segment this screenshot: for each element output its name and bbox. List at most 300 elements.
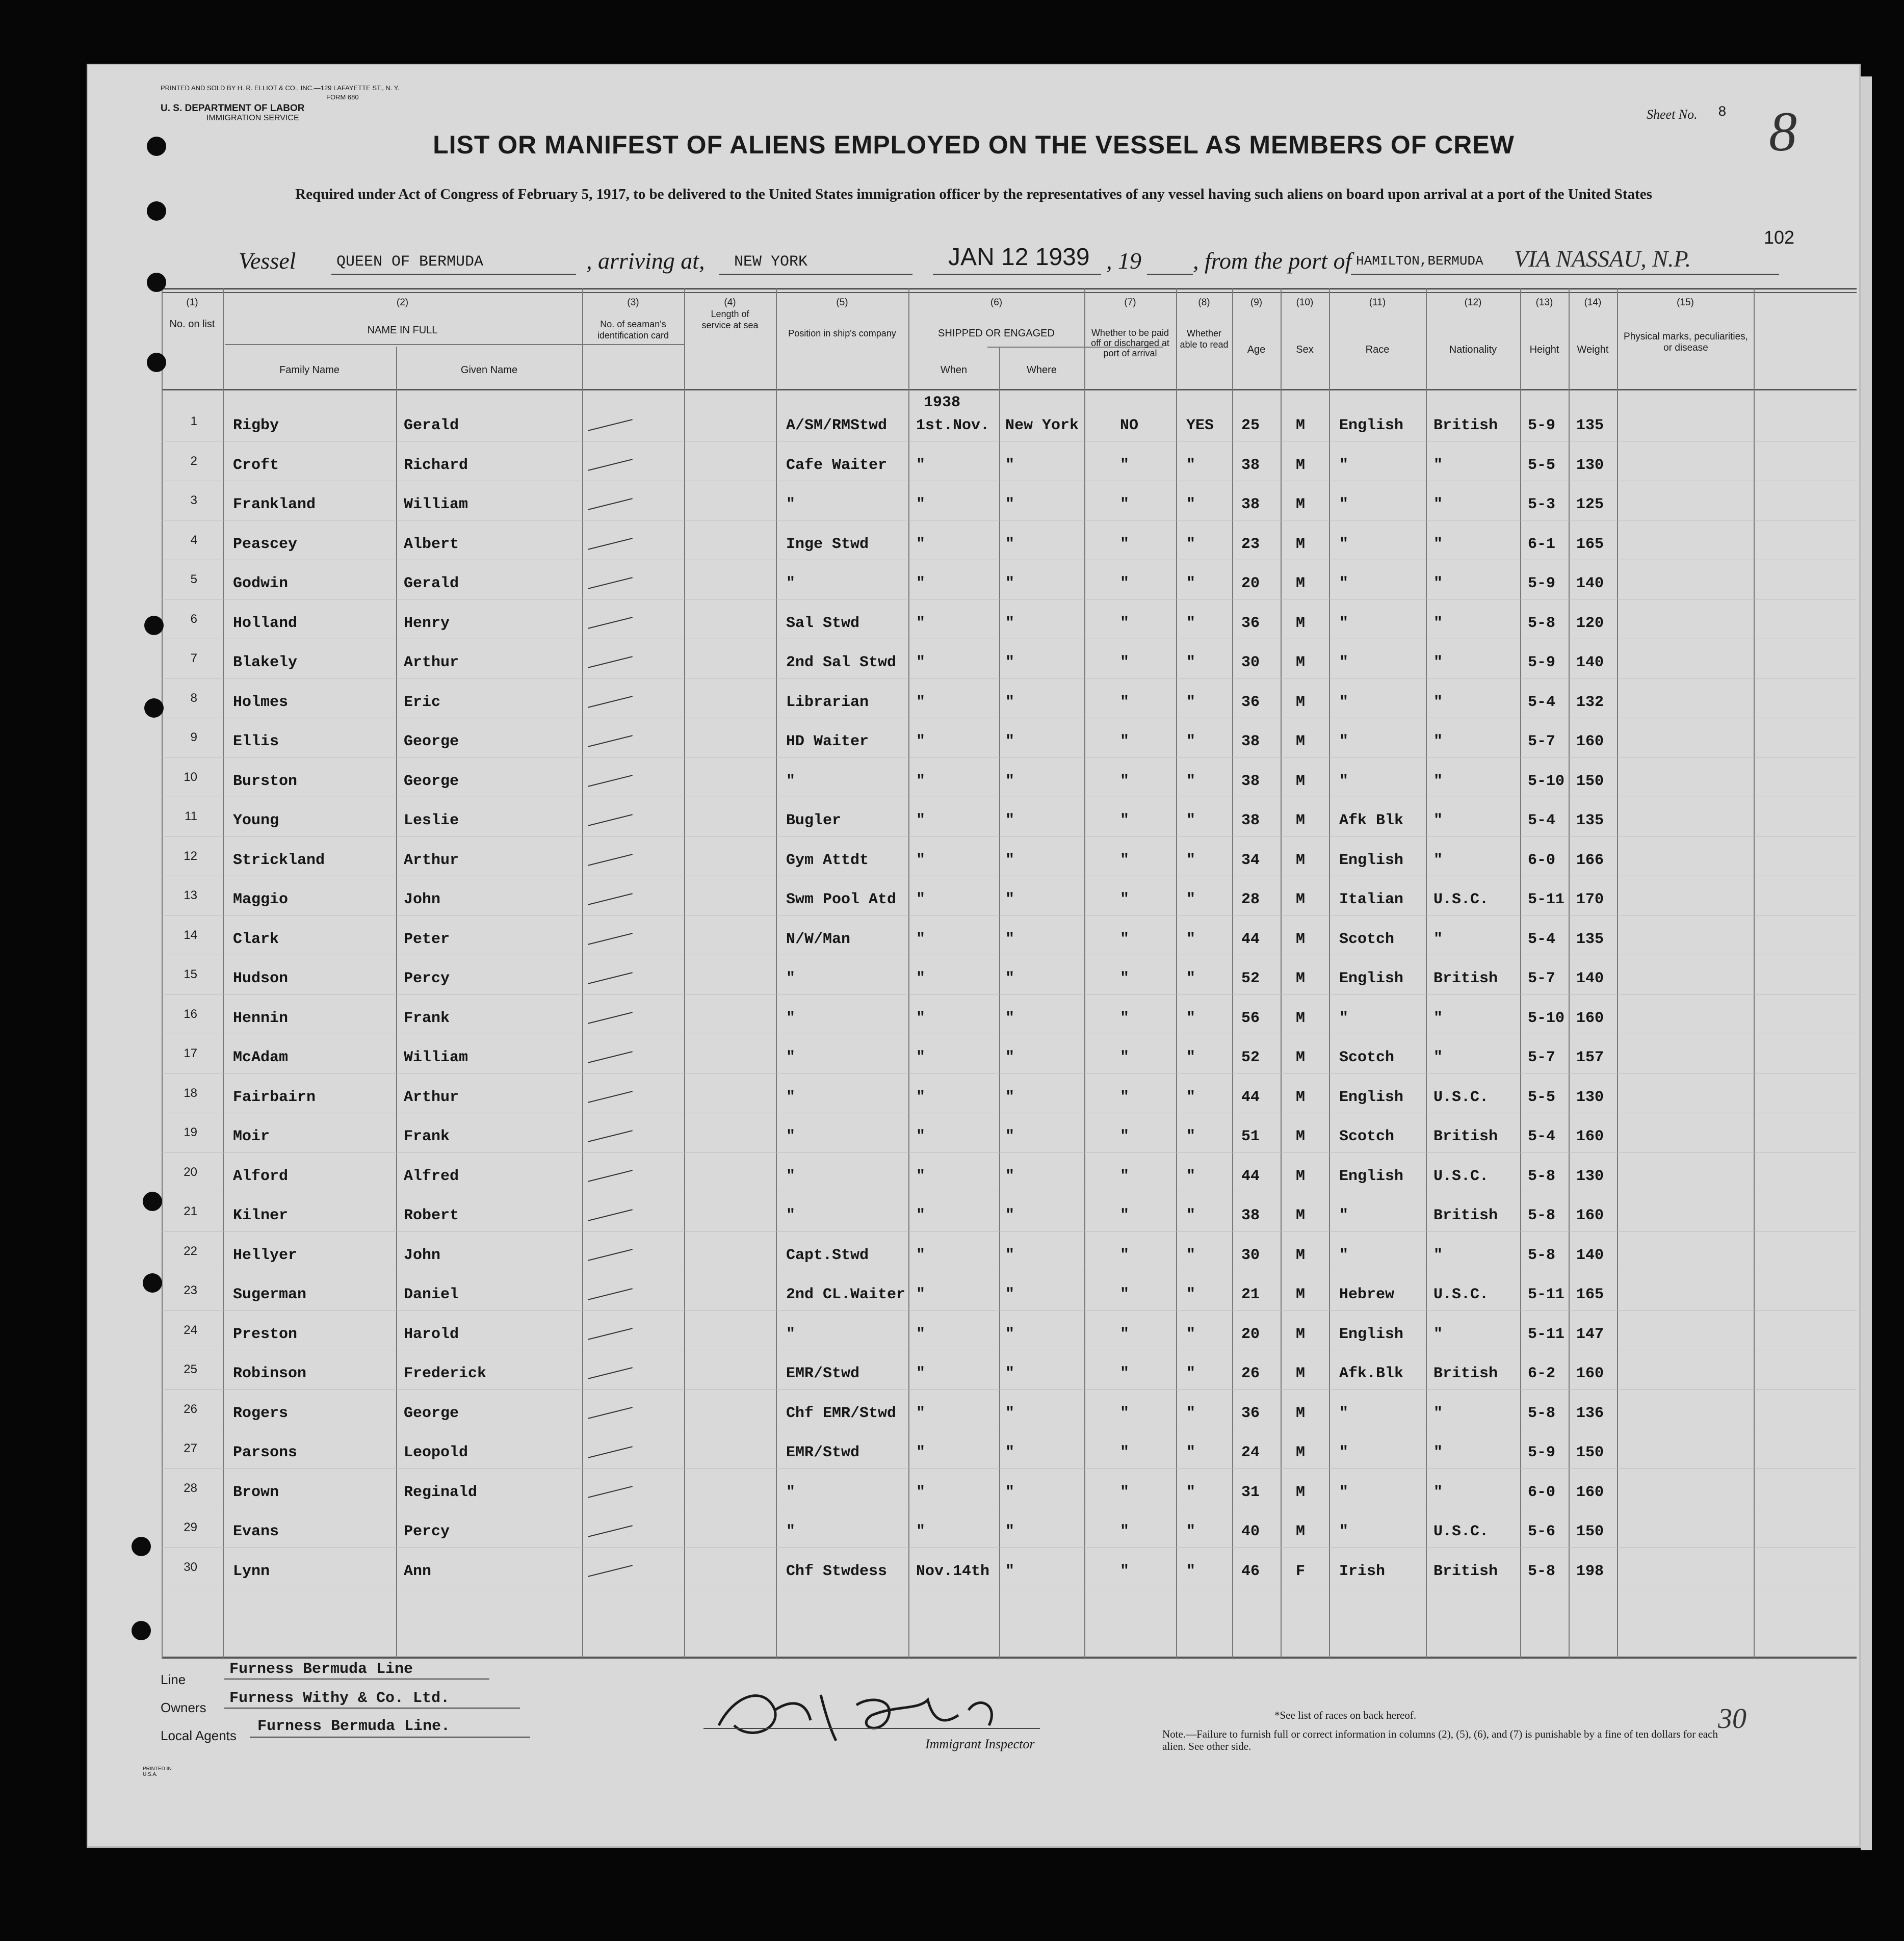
vessel-name: QUEEN OF BERMUDA bbox=[336, 253, 484, 271]
paid-off-cell: " bbox=[1120, 1207, 1130, 1224]
age-cell: 52 bbox=[1241, 1049, 1260, 1066]
nationality-cell: " bbox=[1433, 614, 1443, 632]
able-to-read-cell: " bbox=[1186, 772, 1196, 790]
weight-cell: 160 bbox=[1576, 1128, 1604, 1145]
height-cell: 5-10 bbox=[1528, 772, 1565, 790]
race-cell: " bbox=[1339, 733, 1349, 750]
shipped-when-cell: " bbox=[916, 1207, 926, 1224]
shipped-where-cell: " bbox=[1005, 1128, 1015, 1145]
height-cell: 5-8 bbox=[1528, 1246, 1556, 1264]
race-cell: " bbox=[1339, 772, 1349, 790]
position-cell: Chf EMR/Stwd bbox=[786, 1404, 897, 1422]
paid-off-cell: " bbox=[1120, 1444, 1130, 1461]
nationality-cell: " bbox=[1433, 772, 1443, 790]
position-cell: " bbox=[786, 1325, 796, 1343]
check-mark bbox=[588, 577, 633, 589]
line-value: Furness Bermuda Line bbox=[229, 1661, 413, 1678]
family-name-cell: Young bbox=[233, 812, 279, 829]
able-to-read-cell: " bbox=[1186, 1286, 1196, 1303]
nationality-cell: U.S.C. bbox=[1433, 1088, 1489, 1106]
age-cell: 36 bbox=[1241, 693, 1260, 711]
family-name-cell: Maggio bbox=[233, 891, 289, 908]
shipped-when-cell: " bbox=[916, 496, 926, 513]
able-to-read-cell: " bbox=[1186, 1009, 1196, 1027]
able-to-read-cell: " bbox=[1186, 535, 1196, 553]
position-cell: " bbox=[786, 970, 796, 987]
position-cell: Chf Stwdess bbox=[786, 1562, 888, 1580]
given-name-cell: William bbox=[404, 1049, 468, 1066]
check-mark bbox=[588, 1328, 633, 1340]
check-mark bbox=[588, 972, 633, 984]
age-cell: 46 bbox=[1241, 1562, 1260, 1580]
weight-cell: 135 bbox=[1576, 930, 1604, 948]
punch-hole bbox=[144, 616, 164, 635]
paid-off-cell: " bbox=[1120, 1088, 1130, 1106]
race-cell: " bbox=[1339, 1523, 1349, 1540]
race-cell: " bbox=[1339, 1246, 1349, 1264]
given-name-cell: Percy bbox=[404, 970, 450, 987]
race-cell: English bbox=[1339, 970, 1404, 987]
family-name-cell: Godwin bbox=[233, 575, 289, 592]
weight-cell: 140 bbox=[1576, 970, 1604, 987]
shipped-when-cell: " bbox=[916, 891, 926, 908]
shipped-when-cell: " bbox=[916, 851, 926, 869]
weight-cell: 160 bbox=[1576, 1207, 1604, 1224]
manifest-sheet bbox=[87, 64, 1861, 1848]
weight-cell: 165 bbox=[1576, 1286, 1604, 1303]
family-name-cell: Ellis bbox=[233, 733, 279, 750]
height-cell: 5-11 bbox=[1528, 891, 1565, 908]
sex-cell: M bbox=[1296, 1009, 1306, 1027]
sex-cell: M bbox=[1296, 851, 1306, 869]
arriving-label: , arriving at, bbox=[586, 248, 705, 274]
age-cell: 21 bbox=[1241, 1286, 1260, 1303]
family-name-cell: Moir bbox=[233, 1128, 270, 1145]
age-cell: 38 bbox=[1241, 812, 1260, 829]
race-cell: English bbox=[1339, 851, 1404, 869]
punch-hole bbox=[132, 1537, 151, 1556]
age-cell: 23 bbox=[1241, 535, 1260, 553]
family-name-cell: Frankland bbox=[233, 496, 316, 513]
sex-cell: M bbox=[1296, 1404, 1306, 1422]
check-mark bbox=[588, 854, 633, 866]
family-name-cell: Kilner bbox=[233, 1207, 289, 1224]
header-paid-off: Whether to be paid off or discharged at port of arrival bbox=[1091, 328, 1169, 358]
family-name-cell: Alford bbox=[233, 1167, 289, 1185]
row-number: 8 bbox=[190, 691, 197, 705]
check-mark bbox=[588, 656, 633, 668]
shipped-where-cell: " bbox=[1005, 891, 1015, 908]
header-given-name: Given Name bbox=[460, 364, 518, 376]
family-name-cell: Blakely bbox=[233, 654, 298, 671]
paid-off-cell: " bbox=[1120, 535, 1130, 553]
nationality-cell: British bbox=[1433, 1128, 1498, 1145]
row-number: 18 bbox=[184, 1086, 197, 1100]
row-number: 21 bbox=[184, 1204, 197, 1218]
race-cell: " bbox=[1339, 654, 1349, 671]
given-name-cell: Peter bbox=[404, 930, 450, 948]
from-port: HAMILTON,BERMUDA bbox=[1356, 253, 1483, 269]
race-cell: " bbox=[1339, 1444, 1349, 1461]
page-number: 102 bbox=[1764, 227, 1795, 248]
position-cell: A/SM/RMStwd bbox=[786, 417, 888, 434]
age-cell: 36 bbox=[1241, 1404, 1260, 1422]
paid-off-cell: " bbox=[1120, 733, 1130, 750]
col-num-1: (1) bbox=[186, 297, 198, 308]
position-cell: " bbox=[786, 1049, 796, 1066]
able-to-read-cell: " bbox=[1186, 1049, 1196, 1066]
position-cell: N/W/Man bbox=[786, 930, 851, 948]
family-name-cell: Robinson bbox=[233, 1365, 307, 1382]
given-name-cell: John bbox=[404, 1246, 441, 1264]
race-cell: English bbox=[1339, 1088, 1404, 1106]
shipped-when-cell: " bbox=[916, 1444, 926, 1461]
given-name-cell: Gerald bbox=[404, 575, 459, 592]
height-cell: 6-0 bbox=[1528, 1483, 1556, 1501]
height-cell: 5-5 bbox=[1528, 456, 1556, 474]
paid-off-cell: " bbox=[1120, 1483, 1130, 1501]
row-number: 28 bbox=[184, 1481, 197, 1495]
family-name-cell: Preston bbox=[233, 1325, 298, 1343]
check-mark bbox=[588, 1051, 633, 1063]
year-label: , 19 bbox=[1106, 248, 1141, 274]
header-no-on-list: No. on list bbox=[169, 319, 215, 330]
able-to-read-cell: " bbox=[1186, 733, 1196, 750]
shipped-where-cell: " bbox=[1005, 456, 1015, 474]
shipped-when-cell: " bbox=[916, 535, 926, 553]
row-number: 2 bbox=[190, 454, 197, 468]
row-number: 27 bbox=[184, 1441, 197, 1455]
height-cell: 5-8 bbox=[1528, 1167, 1556, 1185]
height-cell: 5-4 bbox=[1528, 693, 1556, 711]
nationality-cell: U.S.C. bbox=[1433, 1523, 1489, 1540]
able-to-read-cell: " bbox=[1186, 1246, 1196, 1264]
col-num-11: (11) bbox=[1369, 297, 1386, 308]
family-name-cell: Burston bbox=[233, 772, 298, 790]
owners-label: Owners bbox=[161, 1700, 206, 1715]
shipped-when-cell: " bbox=[916, 930, 926, 948]
given-name-cell: Arthur bbox=[404, 654, 459, 671]
position-cell: " bbox=[786, 1009, 796, 1027]
row-number: 16 bbox=[184, 1007, 197, 1021]
punch-hole bbox=[132, 1621, 151, 1640]
shipped-where-cell: " bbox=[1005, 1167, 1015, 1185]
position-cell: Gym Attdt bbox=[786, 851, 869, 869]
weight-cell: 198 bbox=[1576, 1562, 1604, 1580]
row-number: 24 bbox=[184, 1323, 197, 1337]
race-cell: Afk.Blk bbox=[1339, 1365, 1404, 1382]
race-cell: Hebrew bbox=[1339, 1286, 1395, 1303]
paid-off-cell: " bbox=[1120, 1365, 1130, 1382]
height-cell: 5-11 bbox=[1528, 1286, 1565, 1303]
position-cell: 2nd CL.Waiter bbox=[786, 1286, 906, 1303]
row-number: 3 bbox=[190, 493, 197, 507]
crew-table bbox=[162, 288, 1857, 1659]
age-cell: 56 bbox=[1241, 1009, 1260, 1027]
page-title: LIST OR MANIFEST OF ALIENS EMPLOYED ON THE VESSEL AS MEMBERS OF CREW bbox=[433, 130, 1515, 159]
shipped-where-cell: " bbox=[1005, 1562, 1015, 1580]
position-cell: Cafe Waiter bbox=[786, 456, 888, 474]
vessel-label: Vessel bbox=[239, 248, 296, 274]
sex-cell: M bbox=[1296, 456, 1306, 474]
shipped-when-cell: " bbox=[916, 1365, 926, 1382]
sheet-number-label: Sheet No. bbox=[1647, 107, 1698, 122]
weight-cell: 130 bbox=[1576, 1167, 1604, 1185]
able-to-read-cell: " bbox=[1186, 1325, 1196, 1343]
nationality-cell: " bbox=[1433, 812, 1443, 829]
nationality-cell: " bbox=[1433, 693, 1443, 711]
able-to-read-cell: " bbox=[1186, 654, 1196, 671]
punch-hole bbox=[147, 273, 166, 292]
height-cell: 5-9 bbox=[1528, 575, 1556, 592]
able-to-read-cell: " bbox=[1186, 1483, 1196, 1501]
age-cell: 44 bbox=[1241, 930, 1260, 948]
race-cell: " bbox=[1339, 614, 1349, 632]
row-number: 6 bbox=[190, 612, 197, 626]
able-to-read-cell: " bbox=[1186, 456, 1196, 474]
paid-off-cell: " bbox=[1120, 614, 1130, 632]
age-cell: 20 bbox=[1241, 575, 1260, 592]
weight-cell: 147 bbox=[1576, 1325, 1604, 1343]
weight-cell: 160 bbox=[1576, 733, 1604, 750]
position-cell: HD Waiter bbox=[786, 733, 869, 750]
height-cell: 5-8 bbox=[1528, 1404, 1556, 1422]
race-cell: English bbox=[1339, 417, 1404, 434]
age-cell: 20 bbox=[1241, 1325, 1260, 1343]
page-subtitle: Required under Act of Congress of February 5, 1917, to be delivered to the United States immigration officer by the representatives of any vessel having such aliens on board upon arrival at a port of the United States bbox=[295, 186, 1652, 202]
shipped-when-cell: " bbox=[916, 1286, 926, 1303]
sex-cell: M bbox=[1296, 891, 1306, 908]
check-mark bbox=[588, 1486, 633, 1498]
race-cell: " bbox=[1339, 575, 1349, 592]
sex-cell: M bbox=[1296, 1286, 1306, 1303]
given-name-cell: Gerald bbox=[404, 417, 459, 434]
race-cell: English bbox=[1339, 1167, 1404, 1185]
nationality-cell: British bbox=[1433, 970, 1498, 987]
given-name-cell: George bbox=[404, 733, 459, 750]
row-number: 22 bbox=[184, 1244, 197, 1258]
arrival-date-stamp: JAN 12 1939 bbox=[948, 244, 1090, 271]
punch-hole bbox=[143, 1273, 162, 1293]
paid-off-cell: " bbox=[1120, 891, 1130, 908]
paid-off-cell: " bbox=[1120, 575, 1130, 592]
shipped-where-cell: " bbox=[1005, 1009, 1015, 1027]
given-name-cell: Albert bbox=[404, 535, 459, 553]
position-cell: " bbox=[786, 1167, 796, 1185]
header-height: Height bbox=[1529, 344, 1559, 355]
row-number: 26 bbox=[184, 1402, 197, 1416]
shipped-when-cell: " bbox=[916, 733, 926, 750]
races-note: *See list of races on back hereof. bbox=[1274, 1709, 1417, 1721]
sex-cell: M bbox=[1296, 970, 1306, 987]
check-mark bbox=[588, 1525, 633, 1537]
able-to-read-cell: " bbox=[1186, 891, 1196, 908]
nationality-cell: " bbox=[1433, 535, 1443, 553]
col-num-3: (3) bbox=[627, 297, 639, 308]
age-cell: 38 bbox=[1241, 1207, 1260, 1224]
race-cell: Scotch bbox=[1339, 1128, 1395, 1145]
paid-off-cell: " bbox=[1120, 1049, 1130, 1066]
age-cell: 52 bbox=[1241, 970, 1260, 987]
punch-hole bbox=[143, 1192, 162, 1211]
col-num-8: (8) bbox=[1198, 297, 1210, 308]
paid-off-cell: " bbox=[1120, 1167, 1130, 1185]
height-cell: 5-8 bbox=[1528, 1562, 1556, 1580]
given-name-cell: Alfred bbox=[404, 1167, 459, 1185]
race-cell: " bbox=[1339, 693, 1349, 711]
arriving-port: NEW YORK bbox=[734, 253, 808, 271]
able-to-read-cell: " bbox=[1186, 575, 1196, 592]
header-seaman-card: No. of seaman's identification card bbox=[597, 319, 669, 340]
height-cell: 5-4 bbox=[1528, 930, 1556, 948]
check-mark bbox=[588, 1130, 633, 1142]
weight-cell: 140 bbox=[1576, 1246, 1604, 1264]
height-cell: 5-5 bbox=[1528, 1088, 1556, 1106]
able-to-read-cell: " bbox=[1186, 1167, 1196, 1185]
height-cell: 5-11 bbox=[1528, 1325, 1565, 1343]
check-mark bbox=[588, 617, 633, 629]
sex-cell: M bbox=[1296, 535, 1306, 553]
family-name-cell: Rogers bbox=[233, 1404, 289, 1422]
agents-value: Furness Bermuda Line. bbox=[257, 1718, 451, 1735]
nationality-cell: " bbox=[1433, 575, 1443, 592]
punch-hole bbox=[147, 353, 166, 372]
position-cell: " bbox=[786, 1483, 796, 1501]
age-cell: 44 bbox=[1241, 1088, 1260, 1106]
able-to-read-cell: " bbox=[1186, 496, 1196, 513]
shipped-when-cell: " bbox=[916, 614, 926, 632]
family-name-cell: Strickland bbox=[233, 851, 325, 869]
check-mark bbox=[588, 459, 633, 471]
race-cell: " bbox=[1339, 1404, 1349, 1422]
given-name-cell: Daniel bbox=[404, 1286, 459, 1303]
able-to-read-cell: " bbox=[1186, 1088, 1196, 1106]
header-able-to-read: Whether able to read bbox=[1180, 328, 1229, 350]
able-to-read-cell: " bbox=[1186, 1562, 1196, 1580]
row-number: 13 bbox=[184, 888, 197, 902]
sex-cell: M bbox=[1296, 1483, 1306, 1501]
shipped-where-cell: " bbox=[1005, 1088, 1015, 1106]
col-num-14: (14) bbox=[1584, 297, 1602, 308]
shipped-when-cell: " bbox=[916, 970, 926, 987]
header-weight: Weight bbox=[1577, 344, 1609, 355]
row-number: 11 bbox=[185, 809, 197, 823]
family-name-cell: Clark bbox=[233, 930, 279, 948]
row-number: 14 bbox=[184, 928, 197, 942]
family-name-cell: Parsons bbox=[233, 1444, 298, 1461]
header-family-name: Family Name bbox=[279, 364, 340, 376]
nationality-cell: British bbox=[1433, 1562, 1498, 1580]
nationality-cell: U.S.C. bbox=[1433, 1286, 1489, 1303]
able-to-read-cell: " bbox=[1186, 1444, 1196, 1461]
age-cell: 38 bbox=[1241, 496, 1260, 513]
line-label: Line bbox=[161, 1672, 186, 1687]
age-cell: 26 bbox=[1241, 1365, 1260, 1382]
given-name-cell: Leslie bbox=[404, 812, 459, 829]
given-name-cell: Harold bbox=[404, 1325, 459, 1343]
nationality-cell: British bbox=[1433, 417, 1498, 434]
height-cell: 5-9 bbox=[1528, 417, 1556, 434]
nationality-cell: " bbox=[1433, 1325, 1443, 1343]
check-mark bbox=[588, 1367, 633, 1379]
position-cell: Swm Pool Atd bbox=[786, 891, 897, 908]
weight-cell: 136 bbox=[1576, 1404, 1604, 1422]
position-cell: " bbox=[786, 575, 796, 592]
col-num-15: (15) bbox=[1677, 297, 1694, 308]
weight-cell: 130 bbox=[1576, 1088, 1604, 1106]
given-name-cell: Robert bbox=[404, 1207, 459, 1224]
row-number: 20 bbox=[184, 1165, 197, 1179]
sex-cell: F bbox=[1296, 1562, 1306, 1580]
shipped-where-cell: " bbox=[1005, 1365, 1015, 1382]
nationality-cell: " bbox=[1433, 930, 1443, 948]
nationality-cell: " bbox=[1433, 1404, 1443, 1422]
shipped-where-cell: " bbox=[1005, 1049, 1015, 1066]
sex-cell: M bbox=[1296, 575, 1306, 592]
age-cell: 28 bbox=[1241, 891, 1260, 908]
able-to-read-cell: " bbox=[1186, 851, 1196, 869]
shipped-when-cell: " bbox=[916, 575, 926, 592]
given-name-cell: Richard bbox=[404, 456, 468, 474]
family-name-cell: Fairbairn bbox=[233, 1088, 316, 1106]
position-cell: " bbox=[786, 496, 796, 513]
row-number: 17 bbox=[184, 1046, 197, 1060]
given-name-cell: George bbox=[404, 1404, 459, 1422]
row-number: 30 bbox=[184, 1560, 197, 1574]
col-num-9: (9) bbox=[1250, 297, 1263, 308]
position-cell: " bbox=[786, 772, 796, 790]
paid-off-cell: " bbox=[1120, 851, 1130, 869]
able-to-read-cell: " bbox=[1186, 1128, 1196, 1145]
header-age: Age bbox=[1247, 344, 1266, 355]
shipped-when-cell: " bbox=[916, 1483, 926, 1501]
position-cell: 2nd Sal Stwd bbox=[786, 654, 897, 671]
sex-cell: M bbox=[1296, 1207, 1306, 1224]
check-mark bbox=[588, 1170, 633, 1182]
paid-off-cell: " bbox=[1120, 1128, 1130, 1145]
form-number: FORM 680 bbox=[326, 93, 359, 101]
penalty-note: Note.—Failure to furnish full or correct information in columns (2), (5), (6), and (7) is punishable by a fine of ten dollars for each alien. See other side. bbox=[1162, 1728, 1718, 1752]
shipped-where-cell: New York bbox=[1005, 417, 1079, 434]
check-mark bbox=[588, 1091, 633, 1103]
header-name-in-full: NAME IN FULL bbox=[367, 325, 438, 336]
given-name-cell: Frank bbox=[404, 1128, 450, 1145]
shipped-when-cell: " bbox=[916, 812, 926, 829]
given-name-cell: Arthur bbox=[404, 1088, 459, 1106]
paid-off-cell: " bbox=[1120, 970, 1130, 987]
family-name-cell: Peascey bbox=[233, 535, 298, 553]
shipped-where-cell: " bbox=[1005, 733, 1015, 750]
nationality-cell: " bbox=[1433, 1483, 1443, 1501]
check-mark bbox=[588, 933, 633, 945]
height-cell: 5-8 bbox=[1528, 614, 1556, 632]
able-to-read-cell: " bbox=[1186, 614, 1196, 632]
weight-cell: 165 bbox=[1576, 535, 1604, 553]
family-name-cell: Croft bbox=[233, 456, 279, 474]
able-to-read-cell: " bbox=[1186, 1404, 1196, 1422]
header-when: When bbox=[940, 364, 968, 376]
able-to-read-cell: " bbox=[1186, 812, 1196, 829]
row-number: 12 bbox=[184, 849, 197, 863]
weight-cell: 120 bbox=[1576, 614, 1604, 632]
shipped-when-cell: " bbox=[916, 1049, 926, 1066]
weight-cell: 150 bbox=[1576, 1523, 1604, 1540]
col-num-6: (6) bbox=[990, 297, 1003, 308]
shipped-when-cell: " bbox=[916, 1523, 926, 1540]
position-cell: " bbox=[786, 1128, 796, 1145]
col-num-7: (7) bbox=[1124, 297, 1136, 308]
header-shipped-engaged: SHIPPED OR ENGAGED bbox=[938, 328, 1055, 339]
